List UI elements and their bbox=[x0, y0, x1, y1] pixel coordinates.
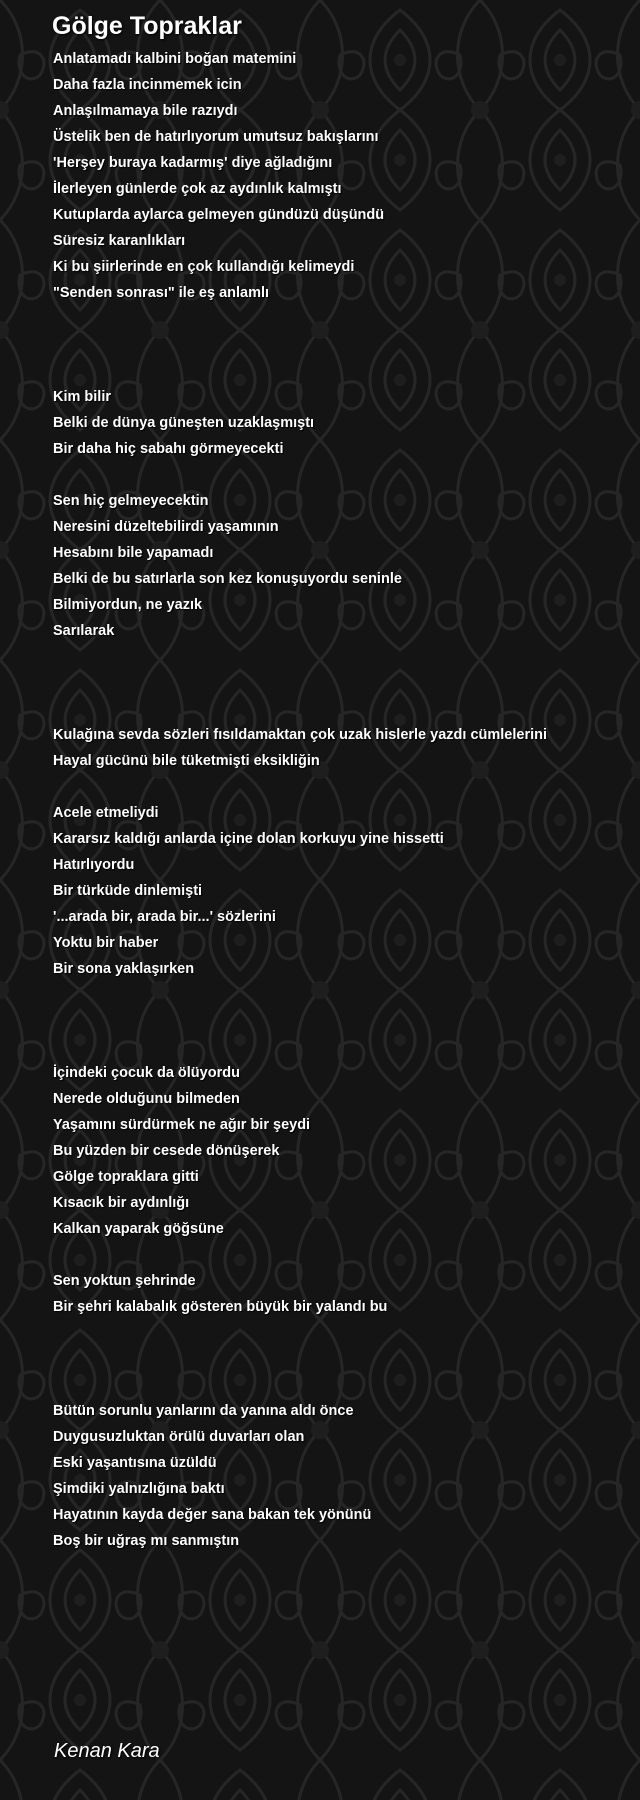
poem-stanza bbox=[53, 1268, 633, 1320]
poem-line: Sen yoktun şehrinde bbox=[53, 1273, 196, 1289]
poem-stanza bbox=[53, 488, 633, 644]
poem-line: Hayal gücünü bile tüketmişti eksikliğin bbox=[53, 753, 320, 769]
poem-line: Gölge topraklara gitti bbox=[53, 1169, 199, 1185]
poem-stanza bbox=[53, 722, 633, 774]
poem-line: Bir şehri kalabalık gösteren büyük bir yalandı bu bbox=[53, 1299, 388, 1315]
poem-line: Neresini düzeltebilirdi yaşamının bbox=[53, 519, 279, 535]
poem-line: Sen hiç gelmeyecektin bbox=[53, 493, 209, 509]
stanza-spacer bbox=[53, 774, 633, 800]
poem-line: Nerede olduğunu bilmeden bbox=[53, 1091, 240, 1107]
poem-line: Üstelik ben de hatırlıyorum umutsuz bakışlarını bbox=[53, 129, 379, 145]
poem-line: Yoktu bir haber bbox=[53, 935, 159, 951]
poem-line: Bu yüzden bir cesede dönüşerek bbox=[53, 1143, 280, 1159]
poem-line: Kararsız kaldığı anlarda içine dolan korkuyu yine hissetti bbox=[53, 831, 444, 847]
poem-line: Hesabını bile yapamadı bbox=[53, 545, 214, 561]
poem-line: Sarılarak bbox=[53, 623, 115, 639]
poem-line: '...arada bir, arada bir...' sözlerini bbox=[53, 909, 276, 925]
poem-line: Hatırlıyordu bbox=[53, 857, 135, 873]
poem-title: Gölge Topraklar bbox=[52, 12, 242, 40]
poem-line: "Senden sonrası" ile eş anlamlı bbox=[53, 285, 270, 301]
poem-line: Kısacık bir aydınlığı bbox=[53, 1195, 190, 1211]
poem-line: Eski yaşantısına üzüldü bbox=[53, 1455, 217, 1471]
poem-author: Kenan Kara bbox=[54, 1740, 160, 1762]
stanza-spacer bbox=[53, 1242, 633, 1268]
poem-stanza bbox=[53, 1060, 633, 1242]
poem-line: İçindeki çocuk da ölüyordu bbox=[53, 1065, 240, 1081]
poem-line: 'Herşey buraya kadarmış' diye ağladığını bbox=[53, 155, 333, 171]
section-spacer bbox=[53, 644, 633, 722]
poem-stanza bbox=[53, 384, 633, 462]
poem-line: Belki de bu satırlarla son kez konuşuyordu seninle bbox=[53, 571, 402, 587]
poem-line: Bir sona yaklaşırken bbox=[53, 961, 195, 977]
poem-line: Ki bu şiirlerinde en çok kullandığı kelimeydi bbox=[53, 259, 355, 275]
poem-line: Hayatının kayda değer sana bakan tek yönünü bbox=[53, 1507, 372, 1523]
stanza-spacer bbox=[53, 462, 633, 488]
poem-line: Süresiz karanlıkları bbox=[53, 233, 186, 249]
poem-line: Anlaşılmamaya bile razıydı bbox=[53, 103, 238, 119]
poem-line: Anlatamadı kalbini boğan matemini bbox=[53, 51, 297, 67]
poem-stanza bbox=[53, 46, 633, 306]
poem-line: Acele etmeliydi bbox=[53, 805, 159, 821]
poem-line: Daha fazla incinmemek icin bbox=[53, 77, 242, 93]
poem-stanza bbox=[53, 800, 633, 982]
poem-line: Kalkan yaparak göğsüne bbox=[53, 1221, 224, 1237]
poem-line: Bilmiyordun, ne yazık bbox=[53, 597, 203, 613]
section-spacer bbox=[53, 1320, 633, 1398]
poem-line: Kulağına sevda sözleri fısıldamaktan çok uzak hislerle yazdı cümlelerini bbox=[53, 727, 547, 743]
poem-line: Kim bilir bbox=[53, 389, 112, 405]
poem-line: Bir daha hiç sabahı görmeyecekti bbox=[53, 441, 284, 457]
poem-line: Yaşamını sürdürmek ne ağır bir şeydi bbox=[53, 1117, 311, 1133]
poem-content bbox=[53, 10, 633, 1554]
poem-line: Bütün sorunlu yanlarını da yanına aldı önce bbox=[53, 1403, 354, 1419]
poem-line: Kutuplarda aylarca gelmeyen gündüzü düşündü bbox=[53, 207, 385, 223]
poem-line: Boş bir uğraş mı sanmıştın bbox=[53, 1533, 240, 1549]
poem-line: Belki de dünya güneşten uzaklaşmıştı bbox=[53, 415, 315, 431]
section-spacer bbox=[53, 306, 633, 384]
poem-line: Bir türküde dinlemişti bbox=[53, 883, 203, 899]
section-spacer bbox=[53, 982, 633, 1060]
poem-line: Duygusuzluktan örülü duvarları olan bbox=[53, 1429, 305, 1445]
poem-stanza bbox=[53, 1398, 633, 1554]
poem-line: İlerleyen günlerde çok az aydınlık kalmıştı bbox=[53, 181, 342, 197]
poem-line: Şimdiki yalnızlığına baktı bbox=[53, 1481, 225, 1497]
